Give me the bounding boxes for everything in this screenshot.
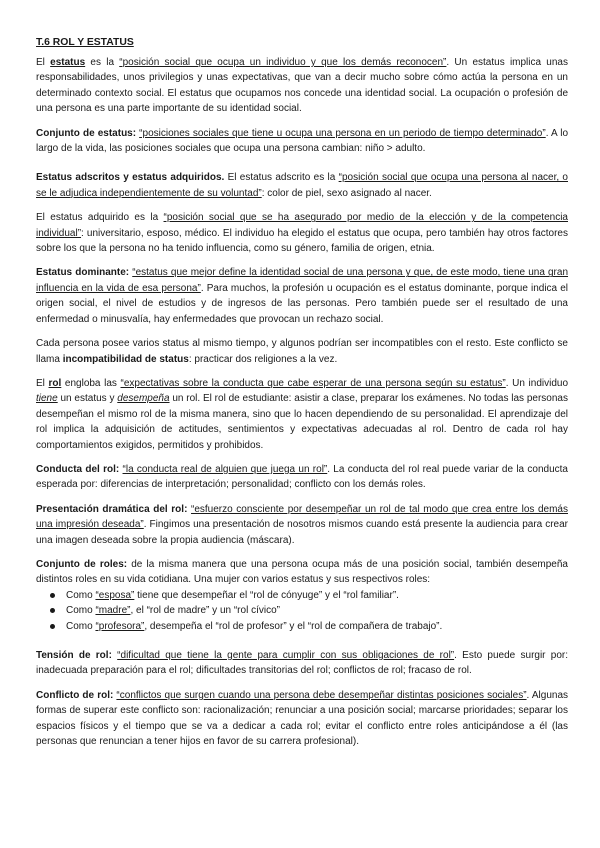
text: El xyxy=(36,377,49,389)
term-estatus-dominante: Estatus dominante: xyxy=(36,267,130,279)
role-term: “profesora” xyxy=(95,620,145,632)
paragraph-conducta-rol xyxy=(36,462,568,493)
bullet-icon xyxy=(50,593,55,598)
paragraph-adscritos-adquiridos xyxy=(36,170,568,201)
term-adscritos-adquiridos: Estatus adscritos y estatus adquiridos. xyxy=(36,172,225,184)
text: . Esto puede surgir por: inadecuada preparación para el rol; dificultades transitorias del rol; conflictos de rol; fracaso de rol. xyxy=(36,650,569,677)
text: . A lo largo de la vida, las posiciones sociales que ocupa una persona cambian: niño > adulto. xyxy=(36,127,569,155)
paragraph-conflicto-rol xyxy=(36,688,568,750)
paragraph-rol xyxy=(36,376,568,453)
text: un estatus y xyxy=(57,393,118,405)
emphasis-desempena: desempeña xyxy=(117,393,170,405)
bullet-icon xyxy=(50,608,55,613)
term-conflicto-rol: Conflicto de rol: xyxy=(36,689,114,701)
definition: “conflictos que surgen cuando una persona debe desempeñar distintas posiciones sociales” xyxy=(116,689,527,701)
text: El estatus adquirido es la xyxy=(36,212,164,224)
list-item: Como “madre”, el “rol de madre” y un “rol cívico” xyxy=(66,603,568,618)
definition: “la conducta real de alguien que juega un rol” xyxy=(122,463,328,475)
text: engloba las xyxy=(61,377,121,389)
term-presentacion-dramatica: Presentación dramática del rol: xyxy=(36,503,188,515)
term-tension-rol: Tensión de rol: xyxy=(36,650,112,661)
list-item: Como “esposa” tiene que desempeñar el “rol de cónyuge” y el “rol familiar”. xyxy=(66,588,568,603)
emphasis-tiene: tiene xyxy=(36,393,58,405)
list-item: Como “profesora”, desempeña el “rol de profesor” y el “rol de compañera de trabajo”. xyxy=(66,619,568,634)
term-incompatibilidad: incompatibilidad de status xyxy=(62,353,189,365)
definition: “esfuerzo consciente por desempeñar un rol de tal modo que crea entre los demás una impresión deseada” xyxy=(36,503,568,531)
text: es la xyxy=(85,57,120,68)
roles-list xyxy=(36,588,568,634)
definition: “estatus que mejor define la identidad social de una persona y que, de este modo, tiene una gran influencia en la vida de esa persona” xyxy=(36,267,569,294)
paragraph-estatus xyxy=(36,55,568,117)
text: . Fingimos una presentación de nosotros mismos cuando está presente la audiencia para crear una imagen deseada sobre la propia audiencia (máscara). xyxy=(36,519,568,546)
term-rol: rol xyxy=(48,377,62,389)
paragraph-estatus-adquirido xyxy=(36,210,568,256)
text: Cada persona posee varios status al mismo tiempo, y algunos podrían ser incompatibles con el resto. Este conflicto se llama xyxy=(36,338,568,365)
text: El xyxy=(36,57,51,68)
bullet-icon xyxy=(50,624,55,629)
term-estatus: estatus xyxy=(50,57,86,68)
text: . Algunas formas de superar este conflicto son: racionalización; renunciar a una posición social; marcarse prioridades; separar los espacios físicos y el tiempo que se va a dedicar a cada rol; evitar el conflicto entre roles anticipándose a él (las personas que renuncian a tener hijos en favor de su carrera profesional). xyxy=(36,689,569,748)
term-conducta-rol: Conducta del rol: xyxy=(36,463,120,475)
paragraph-conjunto-roles xyxy=(36,557,568,588)
role-term: “madre” xyxy=(95,605,131,617)
text: de la misma manera que una persona ocupa más de una posición social, también desempeña distintos roles en su vida cotidiana. Una mujer con varios estatus y sus respectivos roles: xyxy=(36,558,568,586)
paragraph-presentacion-dramatica xyxy=(36,502,568,548)
text: . Para muchos, la profesión u ocupación es el estatus dominante, porque indica el origen social, el nivel de estudios y de ingresos de las personas. Pero también puede ser el resultado de una enfermedad o minusvalía, hay enfermedades que provocan un rechazo social. xyxy=(36,282,569,325)
text: : practicar dos religiones a la vez. xyxy=(188,353,338,365)
definition: “dificultad que tiene la gente para cumplir con sus obligaciones de rol” xyxy=(117,650,455,661)
term-conjunto-roles: Conjunto de roles: xyxy=(36,558,128,570)
definition: “posición social que se ha asegurado por medio de la elección y de la competencia individual” xyxy=(36,212,568,239)
text: : color de piel, sexo asignado al nacer. xyxy=(261,187,432,199)
page-title: T.6 ROL Y ESTATUS xyxy=(36,37,134,48)
text: El estatus adscrito es la xyxy=(224,172,339,184)
text: . Un estatus implica unas responsabilidades, unos privilegios y unas expectativas, que van a decir mucho sobre cómo actúa la persona en un determinado contexto social. El estatus que ocupamos nos concede una identidad social. La ocupación o profesión de una persona es una parte importante de su identidad social. xyxy=(36,57,568,115)
text: . Un individuo xyxy=(505,377,569,389)
definition: “expectativas sobre la conducta que cabe esperar de una persona según su estatus” xyxy=(120,377,506,389)
paragraph-tension-rol xyxy=(36,648,568,679)
text: . La conducta del rol real puede variar de la conducta esperada por: diferencias de interpretación; personalidad; conflicto con los demás roles. xyxy=(36,463,568,491)
definition: “posición social que ocupa un individuo y que los demás reconocen” xyxy=(119,57,447,68)
paragraph-incompatibilidad xyxy=(36,336,568,367)
text: : universitario, esposo, médico. El individuo ha elegido el estatus que ocupa, pero también hay otros factores sobre los que la persona no ha tenido influencia, como su género, familia de origen, etnia. xyxy=(36,227,568,255)
definition: “posición social que ocupa una persona al nacer, o se le adjudica independientemente de su voluntad” xyxy=(36,172,568,199)
paragraph-conjunto-estatus xyxy=(36,126,568,157)
text: un rol. El rol de estudiante: asistir a clase, preparar los exámenes. No todas las personas desempeñan el mismo rol de la misma manera, sino que lo hacen dependiendo de su personalidad. El aprendizaje del rol implica la adquisición de actitudes, sentimientos y expectativas adecuadas al rol. Dentro de cada rol hay comportamientos exigidos, permitidos y prohibidos. xyxy=(36,393,568,451)
paragraph-estatus-dominante xyxy=(36,265,568,327)
term-conjunto-estatus: Conjunto de estatus: xyxy=(36,127,137,139)
role-term: “esposa” xyxy=(95,589,135,601)
definition: “posiciones sociales que tiene u ocupa una persona en un periodo de tiempo determinado” xyxy=(139,127,546,139)
